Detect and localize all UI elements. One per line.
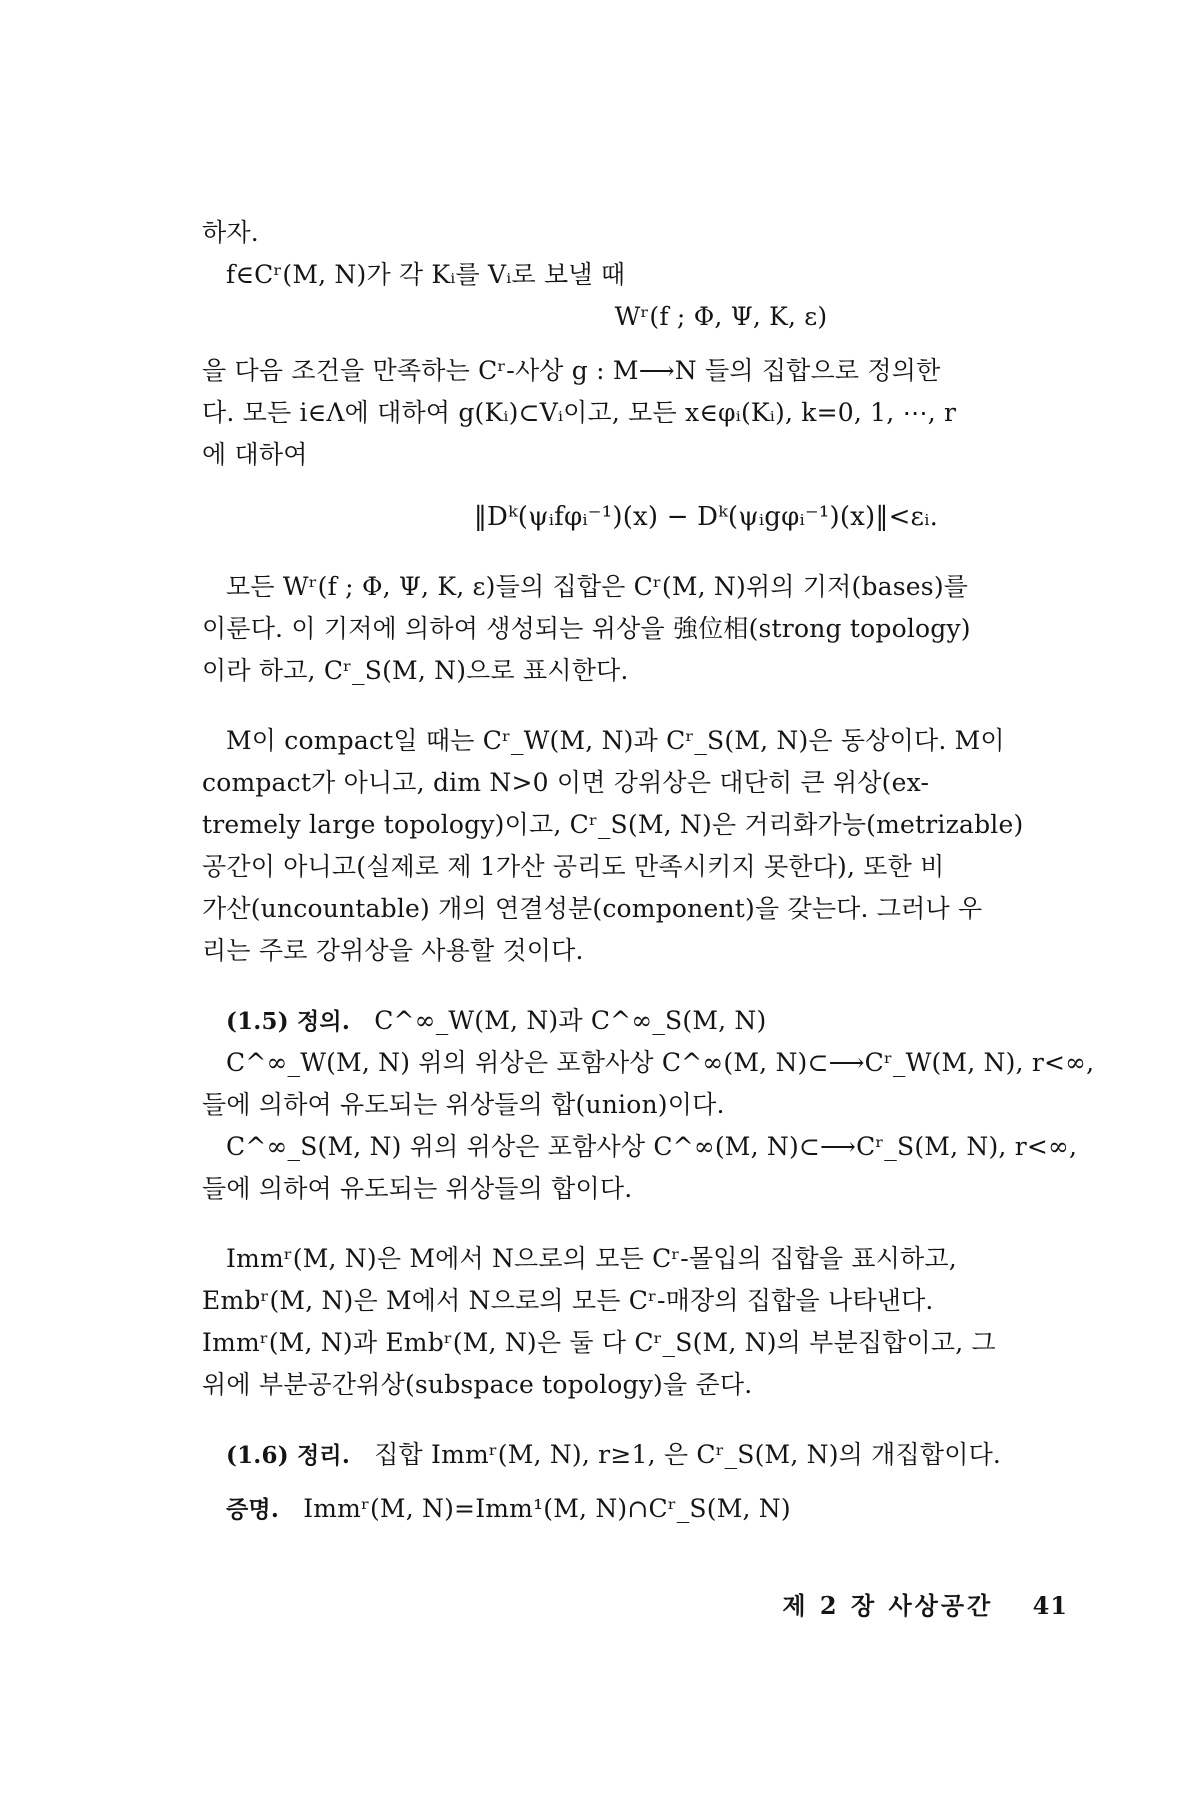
text-line-14: 공간이 아니고(실제로 제 1가산 공리도 만족시키지 못한다), 또한 비 [202,852,945,881]
definition-label: (1.5) 정의. [226,1008,351,1035]
chapter-title: 제 2 장 사상공간 [782,1591,994,1620]
text-line-21: 들에 의하여 유도되는 위상들의 합이다. [202,1174,633,1203]
text-line-22: Immʳ(M, N)은 M에서 N으로의 모든 Cʳ-몰입의 집합을 표시하고, [226,1244,957,1273]
text-line-15: 가산(uncountable) 개의 연결성분(component)을 갖는다. 그러나 우 [202,894,983,923]
text-line-9: 이룬다. 이 기저에 의하여 생성되는 위상을 強位相(strong topology) [202,614,971,643]
text-line-19: 들에 의하여 유도되는 위상들의 합(union)이다. [202,1090,725,1119]
proof-formula: Immʳ(M, N)=Imm¹(M, N)∩Cʳ_S(M, N) [303,1494,791,1523]
text-line-8: 모든 Wʳ(f ; Φ, Ψ, K, ε)들의 집합은 Cʳ(M, N)위의 기저(bases)를 [226,572,969,601]
page-footer [782,1586,1068,1621]
text-line-20: C^∞_S(M, N) 위의 위상은 포함사상 C^∞(M, N)⊂⟶Cʳ_S(M, N), r<∞, [226,1132,1078,1161]
text-line-16: 리는 주로 강위상을 사용할 것이다. [202,936,584,965]
text-line-11: M이 compact일 때는 Cʳ_W(M, N)과 Cʳ_S(M, N)은 동상이다. M이 [226,726,1005,755]
proof-line [202,1488,1090,1530]
text-line-10: 이라 하고, Cʳ_S(M, N)으로 표시한다. [202,656,629,685]
text-line-1: 하자. [202,218,259,247]
page-number: 41 [1032,1591,1068,1620]
text-line-24: Immʳ(M, N)과 Embʳ(M, N)은 둘 다 Cʳ_S(M, N)의 부분집합이고, 그 [202,1328,996,1357]
main-text [202,212,1095,1530]
text-line-25: 위에 부분공간위상(subspace topology)을 준다. [202,1370,753,1399]
text-line-18: C^∞_W(M, N) 위의 위상은 포함사상 C^∞(M, N)⊂⟶Cʳ_W(M, N), r<∞, [226,1048,1095,1077]
neighborhood-formula: Wʳ(f ; Φ, Ψ, K, ε) [614,302,828,331]
definition-heading [202,1000,1090,1042]
definition-title-text: C^∞_W(M, N)과 C^∞_S(M, N) [374,1006,767,1035]
norm-inequality: ‖Dᵏ(ψᵢfφᵢ⁻¹)(x) − Dᵏ(ψᵢgφᵢ⁻¹)(x)‖<εᵢ. [473,502,939,532]
text-line-6: 에 대하여 [202,440,308,469]
text-line-5: 다. 모든 i∈Λ에 대하여 g(Kᵢ)⊂Vᵢ이고, 모든 x∈φᵢ(Kᵢ), k=0, 1, ⋯, r [202,398,957,427]
text-line-23: Embʳ(M, N)은 M에서 N으로의 모든 Cʳ-매장의 집합을 나타낸다. [202,1286,934,1315]
proof-label: 증명. [226,1496,280,1523]
text-line-12: compact가 아니고, dim N>0 이면 강위상은 대단히 큰 위상(ex- [202,768,930,797]
theorem-statement: 집합 Immʳ(M, N), r≥1, 은 Cʳ_S(M, N)의 개집합이다. [374,1440,1002,1469]
theorem-label: (1.6) 정리. [226,1442,351,1469]
text-line-13: tremely large topology)이고, Cʳ_S(M, N)은 거리화가능(metrizable) [202,810,1024,839]
theorem-heading [202,1434,1090,1476]
text-line-4: 을 다음 조건을 만족하는 Cʳ-사상 g : M⟶N 들의 집합으로 정의한 [202,356,941,385]
text-line-2: f∈Cʳ(M, N)가 각 Kᵢ를 Vᵢ로 보낼 때 [226,260,626,289]
